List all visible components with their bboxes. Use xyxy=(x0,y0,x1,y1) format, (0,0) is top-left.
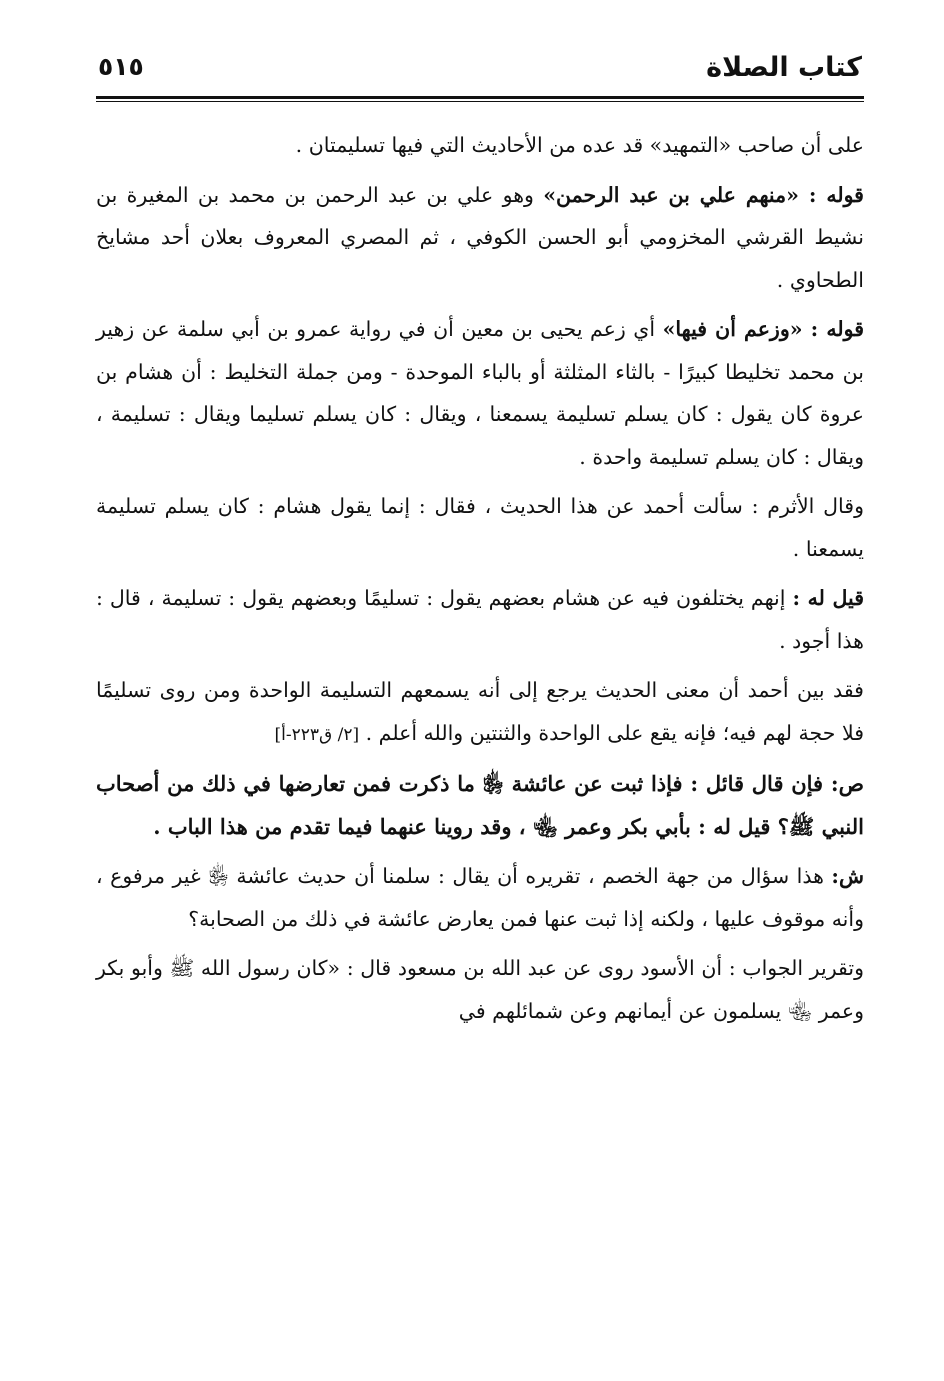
paragraph-lead: قوله : «وزعم أن فيها» xyxy=(662,317,864,341)
paragraph-text: وتقرير الجواب : أن الأسود روى عن عبد الله بن مسعود قال : «كان رسول الله ﷺ وأبو بكر وعمر ﵄ يسلمون عن أيمانهم وعن شمائلهم في xyxy=(96,956,864,1023)
paragraph-lead: ش: xyxy=(831,864,864,888)
paragraph-text: على أن صاحب «التمهيد» قد عده من الأحاديث التي فيها تسليمتان . xyxy=(295,133,864,157)
page-number: ٥١٥ xyxy=(98,52,144,81)
header-rule-thin xyxy=(96,101,864,102)
paragraph-lead: قيل له : xyxy=(792,586,865,610)
manuscript-reference: [٢/ ق٢٢٣-أ] xyxy=(274,724,360,745)
page-body xyxy=(96,124,864,1039)
paragraph-text: وهو علي بن عبد الرحمن بن محمد بن المغيرة بن نشيط القرشي المخزومي أبو الحسن الكوفي ، ثم المصري المعروف بعلان أحد مشايخ الطحاوي . xyxy=(96,182,864,292)
paragraph-text: وقال الأثرم : سألت أحمد عن هذا الحديث ، فقال : إنما يقول هشام : كان يسلم تسليمة يسمعنا . xyxy=(96,494,864,561)
paragraph-8 xyxy=(96,855,864,940)
paragraph-text: أي زعم يحيى بن معين أن في رواية عمرو بن أبي سلمة عن زهير بن محمد تخليطا كبيرًا - بالثاء المثلثة أو بالباء الموحدة - ومن جملة التخليط : أن هشام بن عروة كان يقول : كان يسلم تسليمة يسمعنا ، ويقال : كان يسلم تسليما ويقال : تسليمة ، ويقال : كان يسلم تسليمة واحدة . xyxy=(96,317,864,469)
paragraph-9 xyxy=(96,947,864,1032)
paragraph-text: هذا سؤال من جهة الخصم ، تقريره أن يقال : سلمنا أن حديث عائشة ﵂ غير مرفوع ، وأنه موقوف عليها ، ولكنه إذا ثبت عنها فمن يعارض عائشة في ذلك من الصحابة؟ xyxy=(96,864,864,931)
page-header xyxy=(98,52,862,92)
paragraph-lead: قوله : «منهم علي بن عبد الرحمن» xyxy=(543,182,864,207)
header-rule xyxy=(96,96,864,99)
paragraph-7-text-block xyxy=(96,763,864,848)
paragraph-text: ص: فإن قال قائل : فإذا ثبت عن عائشة ﵂ ما ذكرت فمن تعارضها في ذلك من أصحاب النبي ﷺ؟ قيل له : بأبي بكر وعمر ﵄ ، وقد روينا عنهما فيما تقدم من هذا الباب . xyxy=(96,771,864,839)
running-title: كتاب الصلاة xyxy=(706,52,862,83)
paragraph-3 xyxy=(96,308,864,478)
paragraph-6 xyxy=(96,669,864,756)
paragraph-4 xyxy=(96,485,864,570)
paragraph-2 xyxy=(96,174,864,302)
paragraph-1 xyxy=(96,124,864,167)
paragraph-text: فقد بين أحمد أن معنى الحديث يرجع إلى أنه يسمعهم التسليمة الواحدة ومن روى تسليمًا فلا حجة لهم فيه؛ فإنه يقع على الواحدة والثنتين والله أعلم . xyxy=(96,678,864,745)
paragraph-5 xyxy=(96,577,864,662)
paragraph-text: إنهم يختلفون فيه عن هشام بعضهم يقول : تسليمًا وبعضهم يقول : تسليمة ، قال : هذا أجود . xyxy=(96,586,864,653)
